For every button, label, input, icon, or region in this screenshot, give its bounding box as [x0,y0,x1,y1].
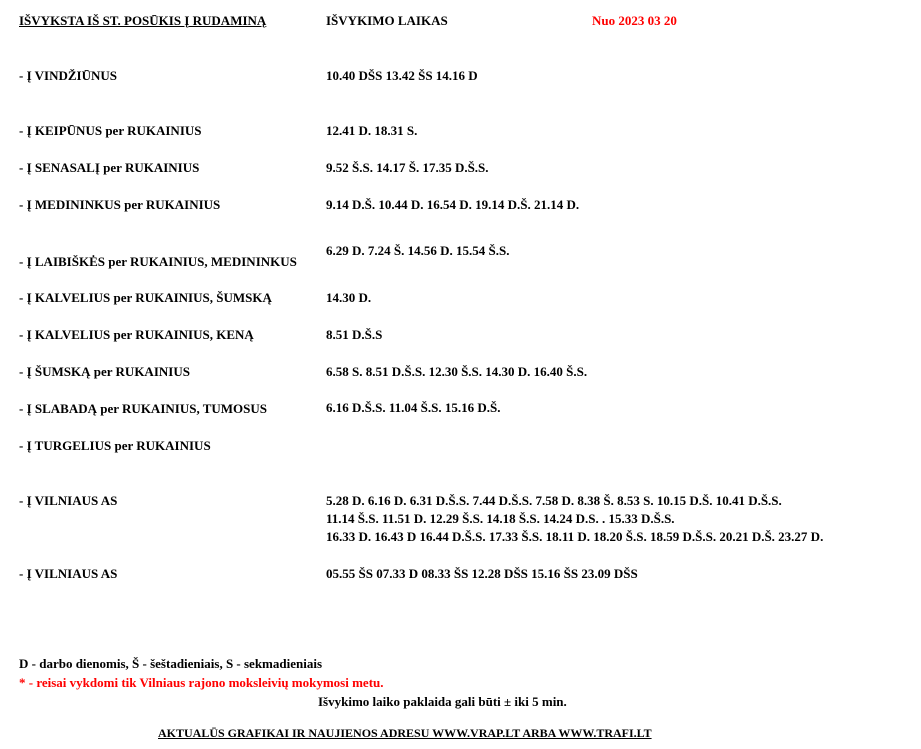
website-link[interactable]: AKTUALŪS GRAFIKAI IR NAUJIENOS ADRESU WWW.VRAP.LT ARBA WWW.TRAFI.LT [158,726,652,740]
destination-label: - Į SENASALĮ per RUKAINIUS [19,160,200,175]
valid-from-date: Nuo 2023 03 20 [592,13,677,28]
destination-label: - Į VINDŽIŪNUS [19,68,118,83]
departure-times: 8.51 D.Š.S [326,327,383,342]
time-tolerance-note: Išvykimo laiko paklaida gali būti ± iki 5 min. [318,694,567,709]
departure-times: 6.29 D. 7.24 Š. 14.56 D. 15.54 Š.S. [326,243,510,258]
departure-times: 9.52 Š.S. 14.17 Š. 17.35 D.Š.S. [326,160,489,175]
school-season-note: * - reisai vykdomi tik Vilniaus rajono moksleivių mokymosi metu. [19,675,384,690]
departure-times: 11.14 Š.S. 11.51 D. 12.29 Š.S. 14.18 Š.S. 14.24 D.S. . 15.33 D.Š.S. [326,511,675,526]
departure-times: 05.55 ŠS 07.33 D 08.33 ŠS 12.28 DŠS 15.16 ŠS 23.09 DŠS [326,566,638,581]
destination-label: - Į LAIBIŠKĖS per RUKAINIUS, MEDININKUS [19,254,297,269]
destination-label: - Į KALVELIUS per RUKAINIUS, ŠUMSKĄ [19,290,272,305]
destination-label: - Į KEIPŪNUS per RUKAINIUS [19,123,202,138]
departure-times: 14.30 D. [326,290,372,305]
departure-times: 9.14 D.Š. 10.44 D. 16.54 D. 19.14 D.Š. 21.14 D. [326,197,580,212]
departure-times: 12.41 D. 18.31 S. [326,123,418,138]
departure-times: 16.33 D. 16.43 D 16.44 D.Š.S. 17.33 Š.S. 18.11 D. 18.20 Š.S. 18.59 D.Š.S. 20.21 D.Š. 23.27 D. [326,529,824,544]
destination-label: - Į VILNIAUS AS [19,493,118,508]
departure-times: 6.16 D.Š.S. 11.04 Š.S. 15.16 D.Š. [326,400,501,415]
times-column-title: IŠVYKIMO LAIKAS [326,13,448,28]
day-code-legend: D - darbo dienomis, Š - šeštadieniais, S - sekmadieniais [19,656,323,671]
destination-label: - Į ŠUMSKĄ per RUKAINIUS [19,364,190,379]
route-title: IŠVYKSTA IŠ ST. POSŪKIS Į RUDAMINĄ [19,13,267,28]
destination-label: - Į MEDININKUS per RUKAINIUS [19,197,221,212]
departure-times: 5.28 D. 6.16 D. 6.31 D.Š.S. 7.44 D.Š.S. 7.58 D. 8.38 Š. 8.53 S. 10.15 D.Š. 10.41 D.Š.S. [326,493,782,508]
destination-label: - Į TURGELIUS per RUKAINIUS [19,438,211,453]
destination-label: - Į VILNIAUS AS [19,566,118,581]
destination-label: - Į SLABADĄ per RUKAINIUS, TUMOSUS [19,401,268,416]
departure-times: 10.40 DŠS 13.42 ŠS 14.16 D [326,68,478,83]
departure-times: 6.58 S. 8.51 D.Š.S. 12.30 Š.S. 14.30 D. 16.40 Š.S. [326,364,588,379]
destination-label: - Į KALVELIUS per RUKAINIUS, KENĄ [19,327,254,342]
